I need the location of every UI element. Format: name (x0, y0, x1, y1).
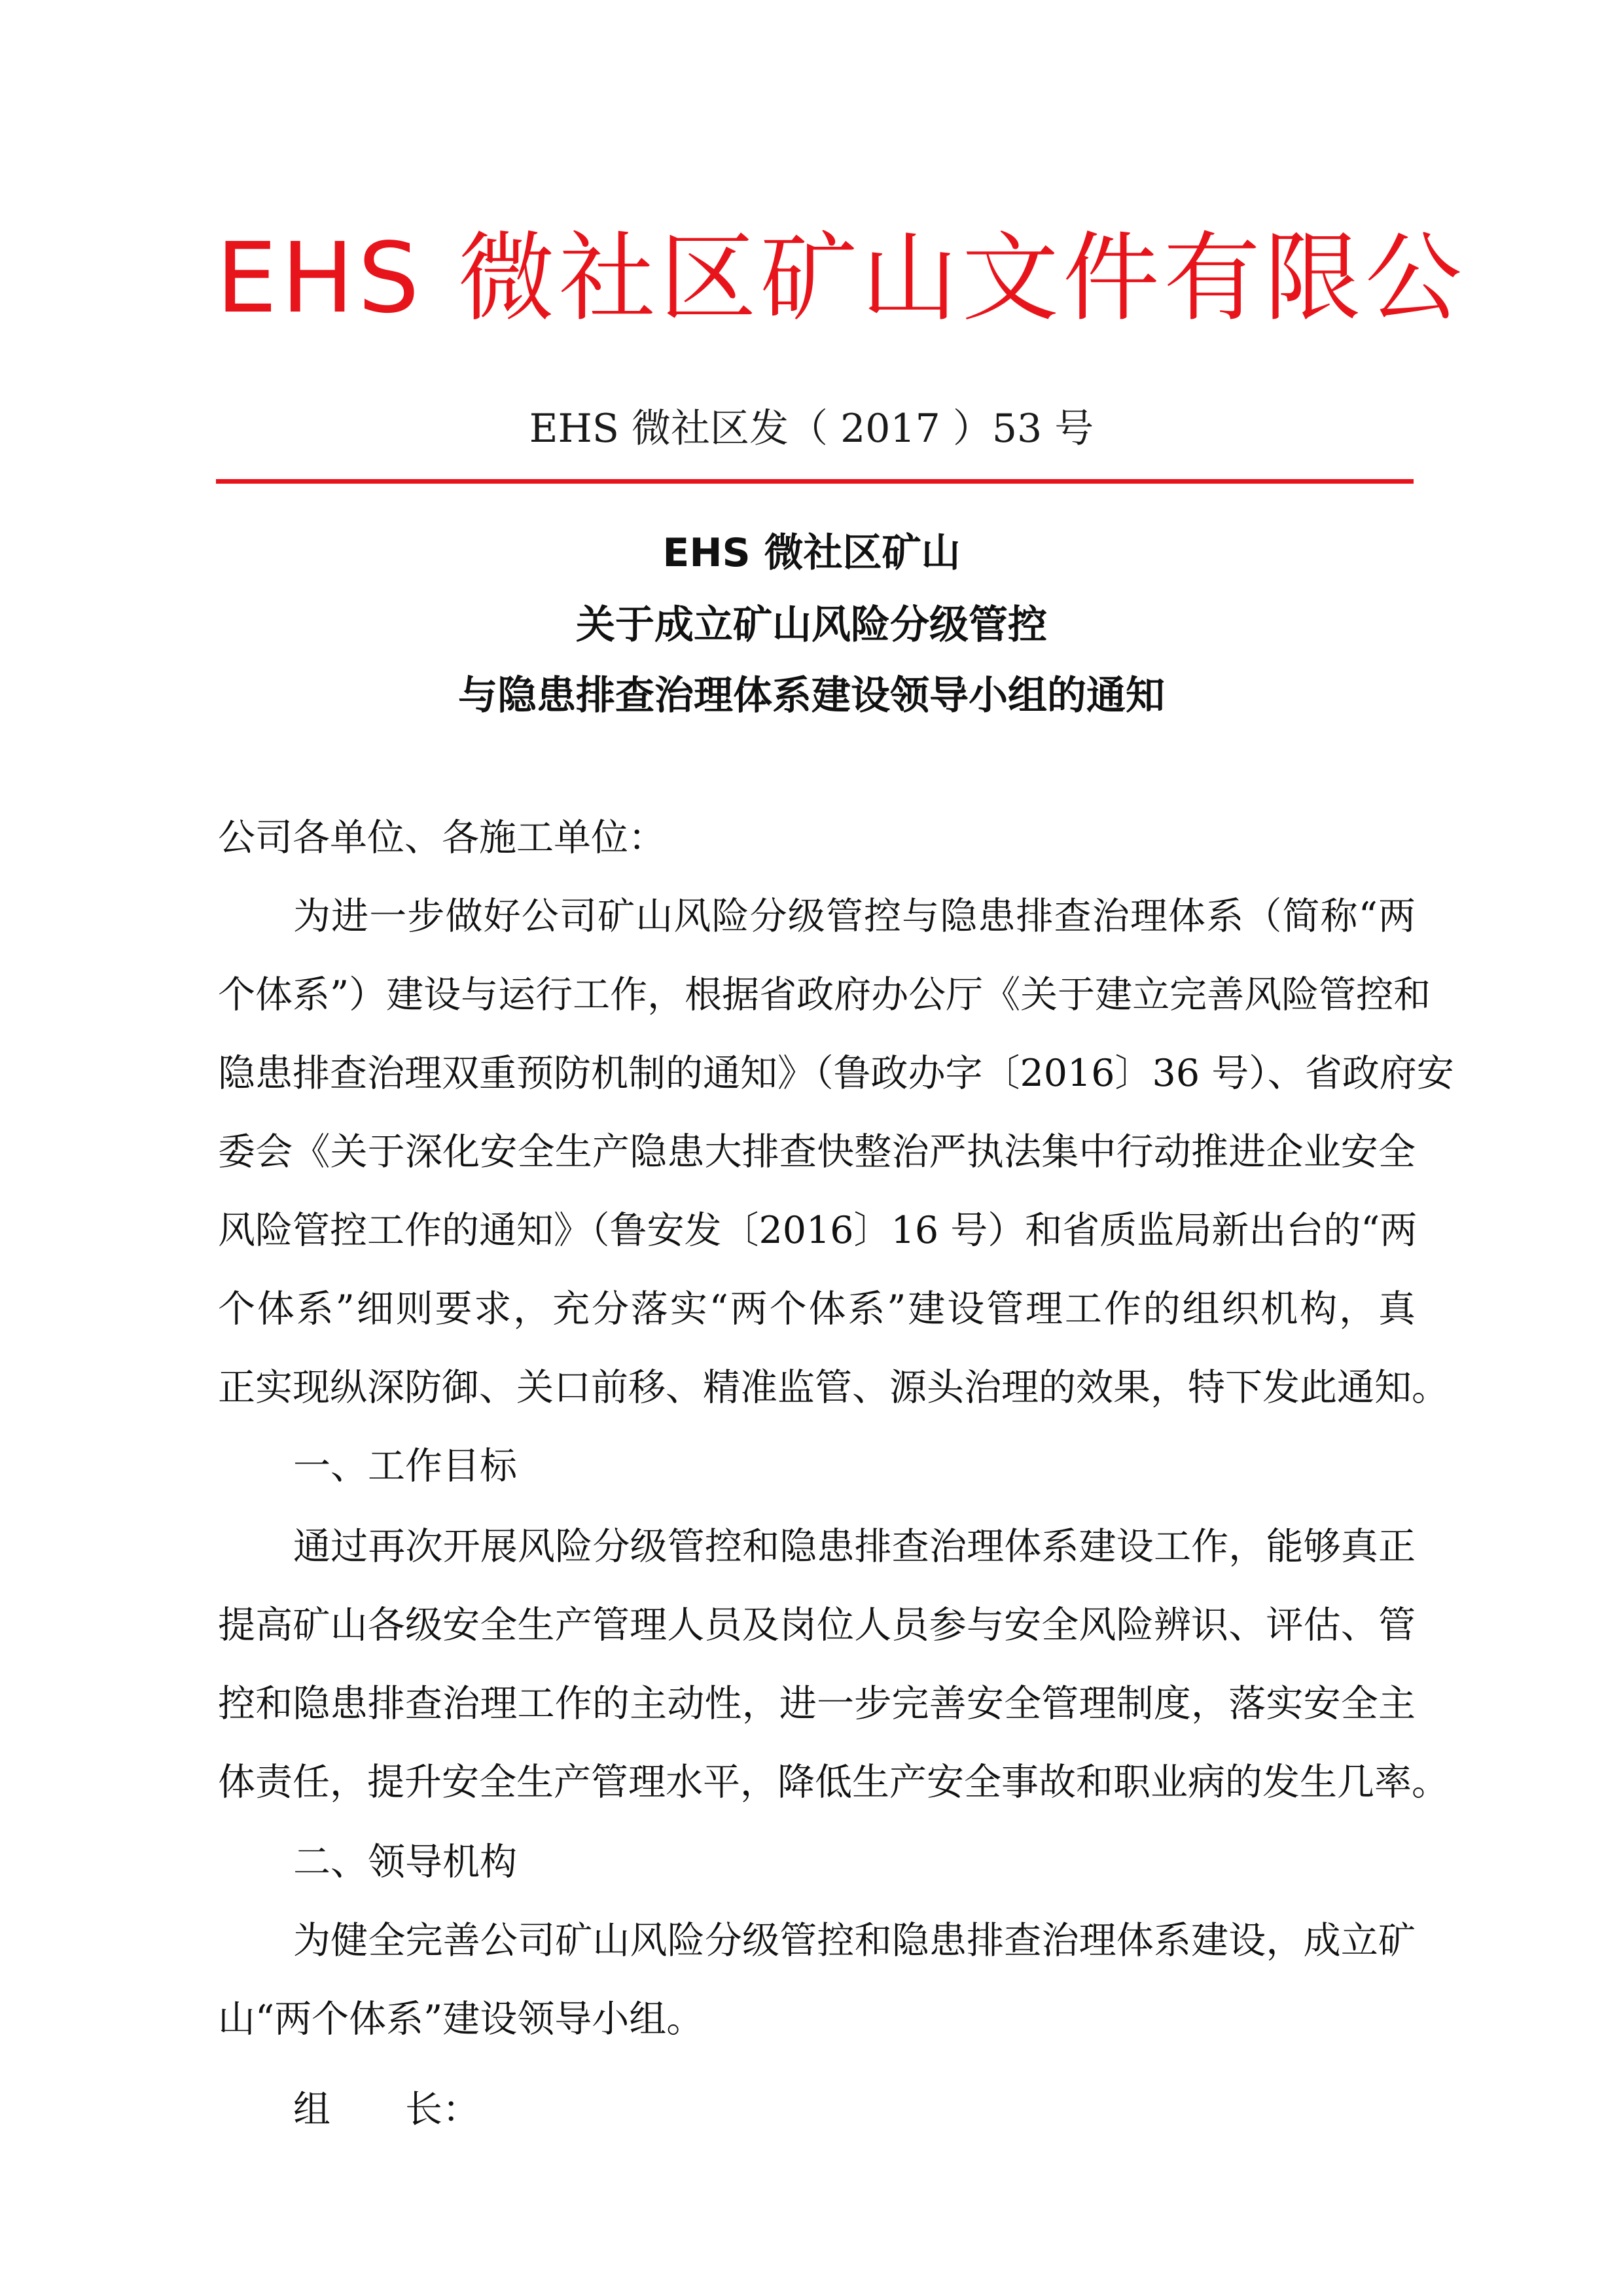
team-leader-label (293, 2080, 480, 2139)
paragraph-1-line: 个体系”）建设与运行工作，根据省政府办公厅《关于建立完善风险管控和 (218, 973, 1431, 1016)
notice-heading-line-2: 关于成立矿山风险分级管控 (576, 602, 1047, 648)
team-leader-label-part-2: 长： (405, 2088, 480, 2131)
paragraph-2-line: 体责任，提升安全生产管理水平，降低生产安全事故和职业病的发生几率。 (218, 1761, 1449, 1804)
paragraph-2-line: 控和隐患排查治理工作的主动性，进一步完善安全管理制度，落实安全主 (218, 1682, 1416, 1725)
paragraph-3-line: 山“两个体系”建设领导小组。 (218, 1998, 704, 2041)
red-divider-line (216, 479, 1414, 484)
notice-heading-line-3: 与隐患排查治理体系建设领导小组的通知 (458, 673, 1165, 719)
paragraph-1-line: 隐患排查治理双重预防机制的通知》（鲁政办字〔2016〕36 号）、省政府安 (218, 1052, 1454, 1095)
paragraph-2-line: 通过再次开展风险分级管控和隐患排查治理体系建设工作，能够真正 (293, 1525, 1416, 1568)
paragraph-1-line: 为进一步做好公司矿山风险分级管控与隐患排查治理体系（简称“两 (293, 895, 1416, 938)
notice-heading-line-1: EHS 微社区矿山 (662, 530, 961, 576)
paragraph-3-line: 为健全完善公司矿山风险分级管控和隐患排查治理体系建设，成立矿 (293, 1919, 1416, 1962)
section-heading-leadership: 二、领导机构 (293, 1840, 517, 1884)
document-number: EHS 微社区发（ 2017 ）53 号 (529, 406, 1094, 452)
paragraph-2-line: 提高矿山各级安全生产管理人员及岗位人员参与安全风险辨识、评估、管 (218, 1604, 1416, 1647)
paragraph-1-line: 委会《关于深化安全生产隐患大排查快整治严执法集中行动推进企业安全 (218, 1130, 1416, 1174)
paragraph-1-line: 风险管控工作的通知》（鲁安发〔2016〕16 号）和省质监局新出台的“两 (218, 1209, 1418, 1252)
paragraph-1-line: 个体系”细则要求，充分落实“两个体系”建设管理工作的组织机构，真 (218, 1287, 1416, 1331)
red-letterhead-title: EHS 微社区矿山文件有限公 (216, 222, 1466, 334)
section-heading-work-goal: 一、工作目标 (293, 1444, 517, 1488)
paragraph-1-line: 正实现纵深防御、关口前移、精准监管、源头治理的效果，特下发此通知。 (218, 1366, 1449, 1409)
salutation: 公司各单位、各施工单位： (218, 816, 666, 859)
team-leader-label-part-1: 组 (293, 2088, 330, 2131)
